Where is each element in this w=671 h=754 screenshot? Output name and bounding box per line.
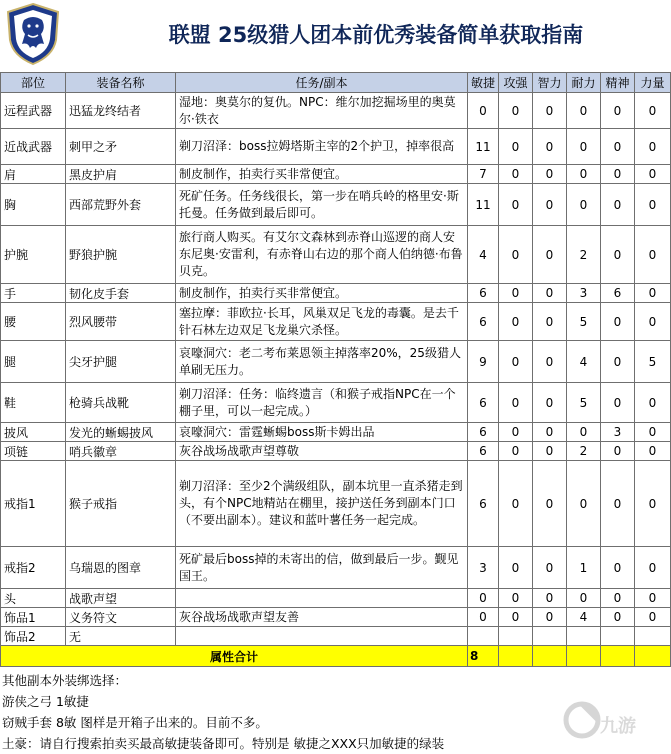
source-cell: 哀嚎洞穴：老二考布莱恩领主掉落率20%，25级猎人单刷无压力。	[176, 341, 468, 383]
attack-power-cell: 0	[499, 608, 533, 627]
source-cell: 剃刀沼泽：至少2个满级组队，副本坑里一直杀猪走到头，有个NPC地精站在棚里，接护送任务到副本门口（不要出副本）。建议和蓝叶薯任务一起完成。	[176, 461, 468, 547]
stamina-cell	[567, 627, 601, 646]
attack-power-cell: 0	[499, 461, 533, 547]
stamina-cell: 1	[567, 547, 601, 589]
stamina-cell: 0	[567, 93, 601, 129]
stamina-cell: 2	[567, 442, 601, 461]
attack-power-cell: 0	[499, 129, 533, 165]
intellect-cell: 0	[533, 165, 567, 184]
source-cell: 剃刀沼泽：任务：临终遗言（和猴子戒指NPC在一个棚子里，可以一起完成。）	[176, 383, 468, 423]
slot-cell: 肩	[1, 165, 66, 184]
header-slot: 部位	[1, 73, 66, 93]
slot-cell: 饰品1	[1, 608, 66, 627]
intellect-cell: 0	[533, 608, 567, 627]
agility-cell	[468, 627, 499, 646]
source-cell: 死矿最后boss掉的未寄出的信，做到最后一步。觐见国王。	[176, 547, 468, 589]
source-cell: 制皮制作，拍卖行买非常便宜。	[176, 284, 468, 303]
source-cell	[176, 589, 468, 608]
slot-cell: 戒指2	[1, 547, 66, 589]
strength-cell: 0	[635, 129, 671, 165]
attack-power-cell: 0	[499, 442, 533, 461]
agility-cell: 6	[468, 423, 499, 442]
strength-cell: 0	[635, 383, 671, 423]
strength-cell: 0	[635, 226, 671, 284]
stamina-cell: 0	[567, 184, 601, 226]
item-name-cell: 迅猛龙终结者	[66, 93, 176, 129]
spirit-cell: 3	[601, 423, 635, 442]
agility-cell: 0	[468, 589, 499, 608]
total-stamina	[567, 646, 601, 667]
table-row	[1, 284, 671, 303]
alliance-crest-icon	[4, 2, 62, 66]
slot-cell: 项链	[1, 442, 66, 461]
stamina-cell: 0	[567, 423, 601, 442]
strength-cell: 0	[635, 461, 671, 547]
header-strength: 力量	[635, 73, 671, 93]
intellect-cell: 0	[533, 129, 567, 165]
item-name-cell: 猴子戒指	[66, 461, 176, 547]
table-row	[1, 461, 671, 547]
total-spirit	[601, 646, 635, 667]
header-item-name: 装备名称	[66, 73, 176, 93]
strength-cell: 0	[635, 589, 671, 608]
item-name-cell: 韧化皮手套	[66, 284, 176, 303]
note-line: 窃贼手套 8敏 图样是开箱子出来的。目前不多。	[2, 715, 268, 730]
spirit-cell: 0	[601, 442, 635, 461]
table-row	[1, 93, 671, 129]
intellect-cell: 0	[533, 226, 567, 284]
strength-cell: 0	[635, 608, 671, 627]
attack-power-cell: 0	[499, 423, 533, 442]
slot-cell: 护腕	[1, 226, 66, 284]
note-line: 其他副本外装绑选择：	[2, 673, 128, 688]
table-row	[1, 627, 671, 646]
table-row	[1, 589, 671, 608]
intellect-cell: 0	[533, 442, 567, 461]
source-cell: 旅行商人购买。有艾尔文森林到赤脊山巡逻的商人安东尼奥·安雷利，有赤脊山右边的那个商人伯纳德·布鲁贝克。	[176, 226, 468, 284]
spirit-cell: 6	[601, 284, 635, 303]
intellect-cell	[533, 627, 567, 646]
strength-cell: 0	[635, 423, 671, 442]
spirit-cell: 0	[601, 383, 635, 423]
attack-power-cell: 0	[499, 383, 533, 423]
source-cell: 死矿任务。任务线很长，第一步在哨兵岭的格里安·斯托曼。任务做到最后即可。	[176, 184, 468, 226]
intellect-cell: 0	[533, 93, 567, 129]
attack-power-cell: 0	[499, 93, 533, 129]
source-cell	[176, 627, 468, 646]
table-row	[1, 608, 671, 627]
spirit-cell: 0	[601, 165, 635, 184]
spirit-cell: 0	[601, 589, 635, 608]
item-name-cell: 尖牙护腿	[66, 341, 176, 383]
page-title: 联盟 25级猎人团本前优秀装备简单获取指南	[168, 23, 584, 47]
agility-cell: 11	[468, 129, 499, 165]
item-name-cell: 战歌声望	[66, 589, 176, 608]
agility-cell: 11	[468, 184, 499, 226]
agility-cell: 7	[468, 165, 499, 184]
slot-cell: 近战武器	[1, 129, 66, 165]
agility-cell: 6	[468, 284, 499, 303]
strength-cell: 0	[635, 93, 671, 129]
item-name-cell: 义务符文	[66, 608, 176, 627]
strength-cell: 0	[635, 184, 671, 226]
table-row	[1, 129, 671, 165]
source-cell: 塞拉摩：菲欧拉·长耳，风巢双足飞龙的毒囊。是去千针石林左边双足飞龙巢穴杀怪。	[176, 303, 468, 341]
table-row	[1, 383, 671, 423]
agility-cell: 0	[468, 608, 499, 627]
total-intellect	[533, 646, 567, 667]
item-name-cell: 哨兵徽章	[66, 442, 176, 461]
total-strength	[635, 646, 671, 667]
note-line: 土豪：请自行搜索拍卖买最高敏捷装备即可。特别是 敏捷之XXX只加敏捷的绿装	[2, 736, 445, 751]
attack-power-cell: 0	[499, 165, 533, 184]
intellect-cell: 0	[533, 461, 567, 547]
total-row	[1, 646, 671, 667]
agility-cell: 4	[468, 226, 499, 284]
attack-power-cell: 0	[499, 303, 533, 341]
header-source: 任务/副本	[176, 73, 468, 93]
spirit-cell: 0	[601, 129, 635, 165]
item-name-cell: 枪骑兵战靴	[66, 383, 176, 423]
table-row	[1, 226, 671, 284]
intellect-cell: 0	[533, 547, 567, 589]
strength-cell: 0	[635, 165, 671, 184]
agility-cell: 6	[468, 383, 499, 423]
slot-cell: 披风	[1, 423, 66, 442]
strength-cell: 0	[635, 284, 671, 303]
spirit-cell: 0	[601, 461, 635, 547]
stamina-cell: 3	[567, 284, 601, 303]
item-name-cell: 西部荒野外套	[66, 184, 176, 226]
note-line: 游侠之弓 1敏捷	[2, 694, 89, 709]
item-name-cell: 乌瑞恩的图章	[66, 547, 176, 589]
table-header-row	[1, 73, 671, 93]
spirit-cell: 0	[601, 93, 635, 129]
total-agility: 8	[468, 646, 499, 667]
spirit-cell: 0	[601, 226, 635, 284]
strength-cell	[635, 627, 671, 646]
intellect-cell: 0	[533, 383, 567, 423]
table-row	[1, 303, 671, 341]
spirit-cell: 0	[601, 547, 635, 589]
stamina-cell: 4	[567, 341, 601, 383]
intellect-cell: 0	[533, 284, 567, 303]
attack-power-cell: 0	[499, 341, 533, 383]
stamina-cell: 5	[567, 383, 601, 423]
attack-power-cell: 0	[499, 589, 533, 608]
source-cell: 湿地：奥莫尔的复仇。NPC：维尔加挖掘场里的奥莫尔·铁衣	[176, 93, 468, 129]
agility-cell: 6	[468, 442, 499, 461]
item-name-cell: 野狼护腕	[66, 226, 176, 284]
agility-cell: 6	[468, 303, 499, 341]
page-header	[0, 0, 671, 70]
item-name-cell: 黑皮护肩	[66, 165, 176, 184]
table-row	[1, 341, 671, 383]
stamina-cell: 0	[567, 461, 601, 547]
stamina-cell: 0	[567, 589, 601, 608]
attack-power-cell	[499, 627, 533, 646]
slot-cell: 头	[1, 589, 66, 608]
spirit-cell: 0	[601, 184, 635, 226]
strength-cell: 0	[635, 442, 671, 461]
stamina-cell: 4	[567, 608, 601, 627]
agility-cell: 9	[468, 341, 499, 383]
table-row	[1, 442, 671, 461]
slot-cell: 手	[1, 284, 66, 303]
source-cell: 剃刀沼泽：boss拉姆塔斯主宰的2个护卫，掉率很高	[176, 129, 468, 165]
intellect-cell: 0	[533, 341, 567, 383]
source-cell: 哀嚎洞穴：雷霆蜥蜴boss斯卡姆出品	[176, 423, 468, 442]
attack-power-cell: 0	[499, 547, 533, 589]
agility-cell: 6	[468, 461, 499, 547]
stamina-cell: 0	[567, 165, 601, 184]
slot-cell: 远程武器	[1, 93, 66, 129]
item-name-cell: 烈风腰带	[66, 303, 176, 341]
table-row	[1, 547, 671, 589]
header-stamina: 耐力	[567, 73, 601, 93]
table-row	[1, 423, 671, 442]
table-row	[1, 184, 671, 226]
strength-cell: 0	[635, 303, 671, 341]
total-label: 属性合计	[1, 646, 468, 667]
slot-cell: 腰	[1, 303, 66, 341]
header-spirit: 精神	[601, 73, 635, 93]
header-agility: 敏捷	[468, 73, 499, 93]
slot-cell: 腿	[1, 341, 66, 383]
item-name-cell: 发光的蜥蜴披风	[66, 423, 176, 442]
spirit-cell: 0	[601, 341, 635, 383]
source-cell: 灰谷战场战歌声望友善	[176, 608, 468, 627]
attack-power-cell: 0	[499, 226, 533, 284]
strength-cell: 0	[635, 547, 671, 589]
intellect-cell: 0	[533, 589, 567, 608]
table-row	[1, 165, 671, 184]
spirit-cell: 0	[601, 608, 635, 627]
item-name-cell: 无	[66, 627, 176, 646]
attack-power-cell: 0	[499, 284, 533, 303]
spirit-cell	[601, 627, 635, 646]
watermark-text: 九游	[600, 716, 636, 737]
total-attack-power	[499, 646, 533, 667]
intellect-cell: 0	[533, 303, 567, 341]
agility-cell: 3	[468, 547, 499, 589]
header-intellect: 智力	[533, 73, 567, 93]
stamina-cell: 0	[567, 129, 601, 165]
slot-cell: 戒指1	[1, 461, 66, 547]
stamina-cell: 5	[567, 303, 601, 341]
stamina-cell: 2	[567, 226, 601, 284]
item-name-cell: 刺甲之矛	[66, 129, 176, 165]
intellect-cell: 0	[533, 423, 567, 442]
slot-cell: 胸	[1, 184, 66, 226]
agility-cell: 0	[468, 93, 499, 129]
slot-cell: 鞋	[1, 383, 66, 423]
source-cell: 灰谷战场战歌声望尊敬	[176, 442, 468, 461]
attack-power-cell: 0	[499, 184, 533, 226]
equipment-table	[0, 72, 671, 667]
spirit-cell: 0	[601, 303, 635, 341]
source-cell: 制皮制作，拍卖行买非常便宜。	[176, 165, 468, 184]
slot-cell: 饰品2	[1, 627, 66, 646]
intellect-cell: 0	[533, 184, 567, 226]
strength-cell: 5	[635, 341, 671, 383]
header-attack-power: 攻强	[499, 73, 533, 93]
